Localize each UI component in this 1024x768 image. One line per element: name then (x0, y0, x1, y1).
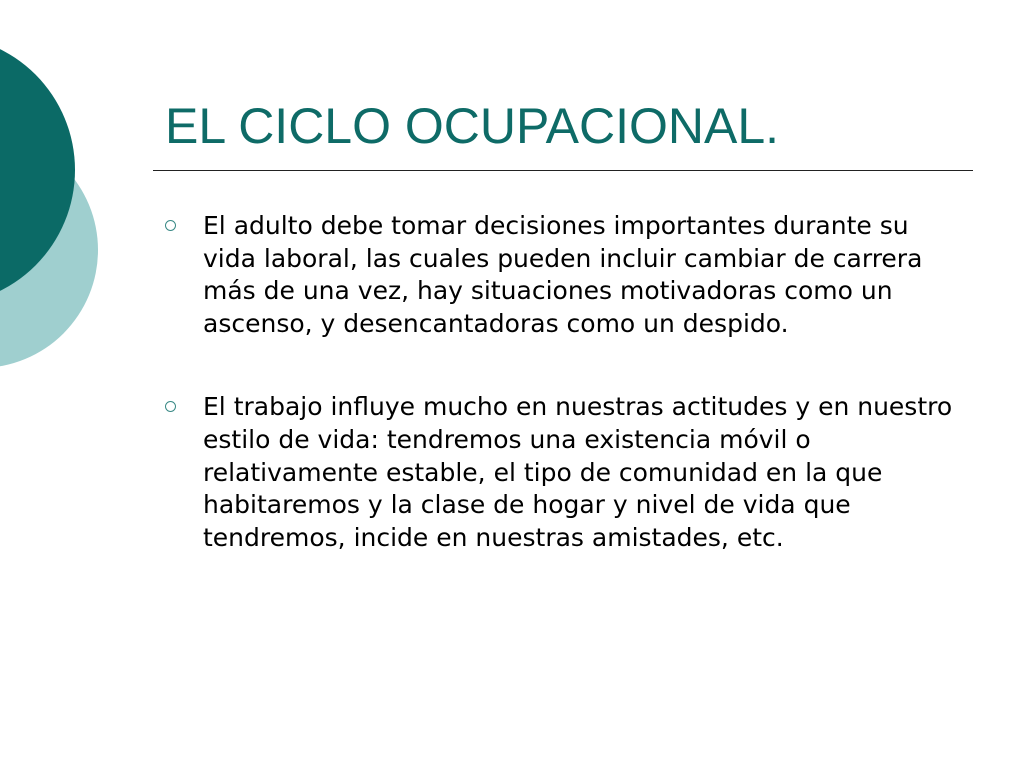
title-underline (153, 170, 973, 171)
bullet-list (165, 210, 965, 554)
bullet-item (165, 210, 965, 340)
bullet-text: El adulto debe tomar decisiones importantes durante su vida laboral, las cuales pueden incluir cambiar de carrera más de una vez, hay situaciones motivadoras como un ascenso, y desencantadoras como un despido. (203, 211, 923, 338)
bullet-item (165, 391, 965, 554)
bullet-circle-icon (165, 401, 176, 412)
bullet-circle-icon (165, 220, 176, 231)
slide-title: EL CICLO OCUPACIONAL. (165, 98, 780, 154)
bullet-text: El trabajo influye mucho en nuestras actitudes y en nuestro estilo de vida: tendremos una existencia móvil o relativamente estable, el tipo de comunidad en la que habitaremos y la clase de hogar y nivel de vida que tendremos, incide en nuestras amistades, etc. (203, 392, 953, 552)
decorative-circles (0, 0, 140, 420)
